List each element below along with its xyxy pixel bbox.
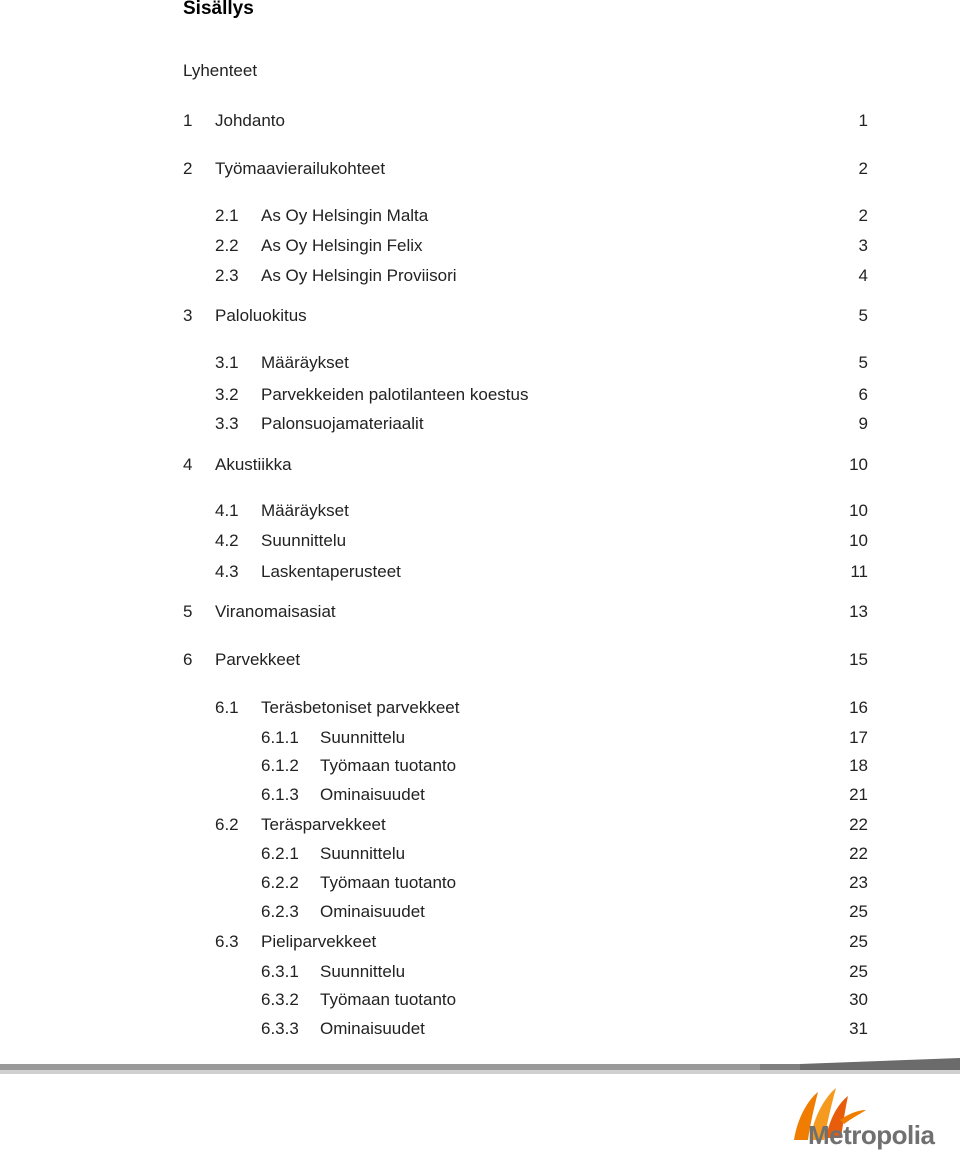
toc-entry-title: Lyhenteet (183, 61, 258, 80)
toc-entry-number: 2.2 (215, 236, 239, 255)
toc-entry[interactable] (0, 901, 960, 923)
toc-entry[interactable] (0, 872, 960, 894)
toc-entry-number: 4.3 (215, 562, 239, 581)
toc-entry-number: 6.2 (215, 815, 239, 834)
toc-entry-number: 6.1.1 (261, 728, 299, 747)
toc-entry[interactable] (0, 961, 960, 983)
toc-entry-title: Työmaan tuotanto (320, 873, 457, 892)
toc-entry[interactable] (0, 235, 960, 257)
toc-entry-title: Teräsbetoniset parvekkeet (261, 698, 460, 717)
toc-entry-title: Johdanto (215, 111, 285, 130)
toc-entry-number: 3.2 (215, 385, 239, 404)
toc-entry-title: Viranomaisasiat (215, 602, 336, 621)
toc-entry-title: Akustiikka (215, 455, 292, 474)
toc-entry-number: 6.3.1 (261, 962, 299, 981)
toc-entry-page: 30 (849, 990, 868, 1009)
toc-entry-page: 22 (849, 844, 868, 863)
toc-entry-number: 6.2.3 (261, 902, 299, 921)
toc-entry-title: As Oy Helsingin Malta (261, 206, 429, 225)
toc-entry[interactable] (0, 454, 960, 476)
toc-entry-page: 5 (858, 353, 868, 372)
toc-entry-number: 6.3.3 (261, 1019, 299, 1038)
toc-entry-page: 13 (849, 602, 868, 621)
toc-entry-title: Pieliparvekkeet (261, 932, 377, 951)
toc-entry-title: Määräykset (261, 501, 349, 520)
toc-entry[interactable] (0, 561, 960, 583)
toc-entry-page: 4 (858, 266, 868, 285)
toc-entry-number: 6.2.2 (261, 873, 299, 892)
toc-entry-number: 3.1 (215, 353, 239, 372)
toc-entry-title: Suunnittelu (320, 962, 406, 981)
toc-entry-page: 15 (849, 650, 868, 669)
toc-entry-page: 31 (849, 1019, 868, 1038)
toc-entry-title: Työmaan tuotanto (320, 756, 457, 775)
toc-entry[interactable] (0, 843, 960, 865)
toc-entry-number: 2.3 (215, 266, 239, 285)
toc-entry-title: Ominaisuudet (320, 785, 425, 804)
toc-entry-number: 6.3.2 (261, 990, 299, 1009)
toc-entry-number: 6 (183, 650, 193, 669)
toc-entry-title: Ominaisuudet (320, 902, 425, 921)
toc-entry-page: 1 (858, 111, 868, 130)
logo-text: Metropolia (808, 1120, 935, 1150)
toc-entry[interactable] (0, 60, 960, 82)
toc-entry[interactable] (0, 649, 960, 671)
toc-entry-number: 4.1 (215, 501, 239, 520)
toc-entry-title: Työmaan tuotanto (320, 990, 457, 1009)
toc-entry[interactable] (0, 352, 960, 374)
toc-entry-page: 2 (858, 206, 868, 225)
page-title: Sisällys (183, 0, 254, 19)
toc-entry-number: 3 (183, 306, 193, 325)
toc-entry[interactable] (0, 784, 960, 806)
toc-entry-title: Laskentaperusteet (261, 562, 401, 581)
toc-entry-page: 10 (849, 455, 868, 474)
toc-entry-page: 6 (858, 385, 868, 404)
toc-entry-title: Ominaisuudet (320, 1019, 425, 1038)
toc-entry-title: Suunnittelu (261, 531, 347, 550)
toc-entry-page: 21 (849, 785, 868, 804)
toc-entry[interactable] (0, 1018, 960, 1040)
toc-entry-page: 16 (849, 698, 868, 717)
toc-entry-number: 4 (183, 455, 193, 474)
toc-entry-number: 3.3 (215, 414, 239, 433)
toc-entry-page: 10 (849, 501, 868, 520)
toc-entry[interactable] (0, 727, 960, 749)
toc-entry-page: 10 (849, 531, 868, 550)
toc-entry-title: As Oy Helsingin Felix (261, 236, 423, 255)
toc-entry-title: Suunnittelu (320, 728, 406, 747)
toc-entry-page: 5 (858, 306, 868, 325)
toc-entry-number: 6.2.1 (261, 844, 299, 863)
toc-entry-number: 5 (183, 602, 193, 621)
toc-entry[interactable] (0, 814, 960, 836)
toc-entry-title: Palonsuojamateriaalit (261, 414, 424, 433)
toc-entry-page: 9 (858, 414, 868, 433)
toc-entry[interactable] (0, 413, 960, 435)
toc-entry[interactable] (0, 384, 960, 406)
toc-entry-number: 2.1 (215, 206, 239, 225)
toc-entry[interactable] (0, 305, 960, 327)
toc-entry[interactable] (0, 931, 960, 953)
toc-entry-title: Työmaavierailukohteet (215, 159, 386, 178)
toc-entry-title: Määräykset (261, 353, 349, 372)
toc-entry-number: 6.3 (215, 932, 239, 951)
toc-entry[interactable] (0, 989, 960, 1011)
toc-entry-page: 17 (849, 728, 868, 747)
toc-entry-page: 18 (849, 756, 868, 775)
toc-entry[interactable] (0, 265, 960, 287)
toc-entry-page: 3 (858, 236, 868, 255)
toc-entry-title: Teräsparvekkeet (261, 815, 386, 834)
toc-entry-number: 2 (183, 159, 193, 178)
toc-entry-number: 1 (183, 111, 193, 130)
toc-entry-page: 2 (858, 159, 868, 178)
toc-entry[interactable] (0, 158, 960, 180)
toc-entry[interactable] (0, 530, 960, 552)
toc-entry-page: 22 (849, 815, 868, 834)
toc-entry[interactable] (0, 697, 960, 719)
toc-entry-title: As Oy Helsingin Proviisori (261, 266, 457, 285)
toc-entry-page: 23 (849, 873, 868, 892)
toc-entry-page: 11 (850, 562, 868, 581)
toc-entry-number: 4.2 (215, 531, 239, 550)
toc-entry-page: 25 (849, 962, 868, 981)
toc-entry[interactable] (0, 601, 960, 623)
toc-entry-number: 6.1.3 (261, 785, 299, 804)
footer-bar (0, 1058, 960, 1076)
toc-entry[interactable] (0, 755, 960, 777)
toc-entry-title: Paloluokitus (215, 306, 307, 325)
toc-entry-title: Suunnittelu (320, 844, 406, 863)
toc-entry[interactable] (0, 110, 960, 132)
toc-entry[interactable] (0, 205, 960, 227)
toc-entry-number: 6.1 (215, 698, 239, 717)
toc-entry-page: 25 (849, 902, 868, 921)
toc-entry-page: 25 (849, 932, 868, 951)
toc-entry-number: 6.1.2 (261, 756, 299, 775)
toc-entry-title: Parvekkeiden palotilanteen koestus (261, 385, 529, 404)
toc-entry-title: Parvekkeet (215, 650, 301, 669)
toc-entry[interactable] (0, 500, 960, 522)
